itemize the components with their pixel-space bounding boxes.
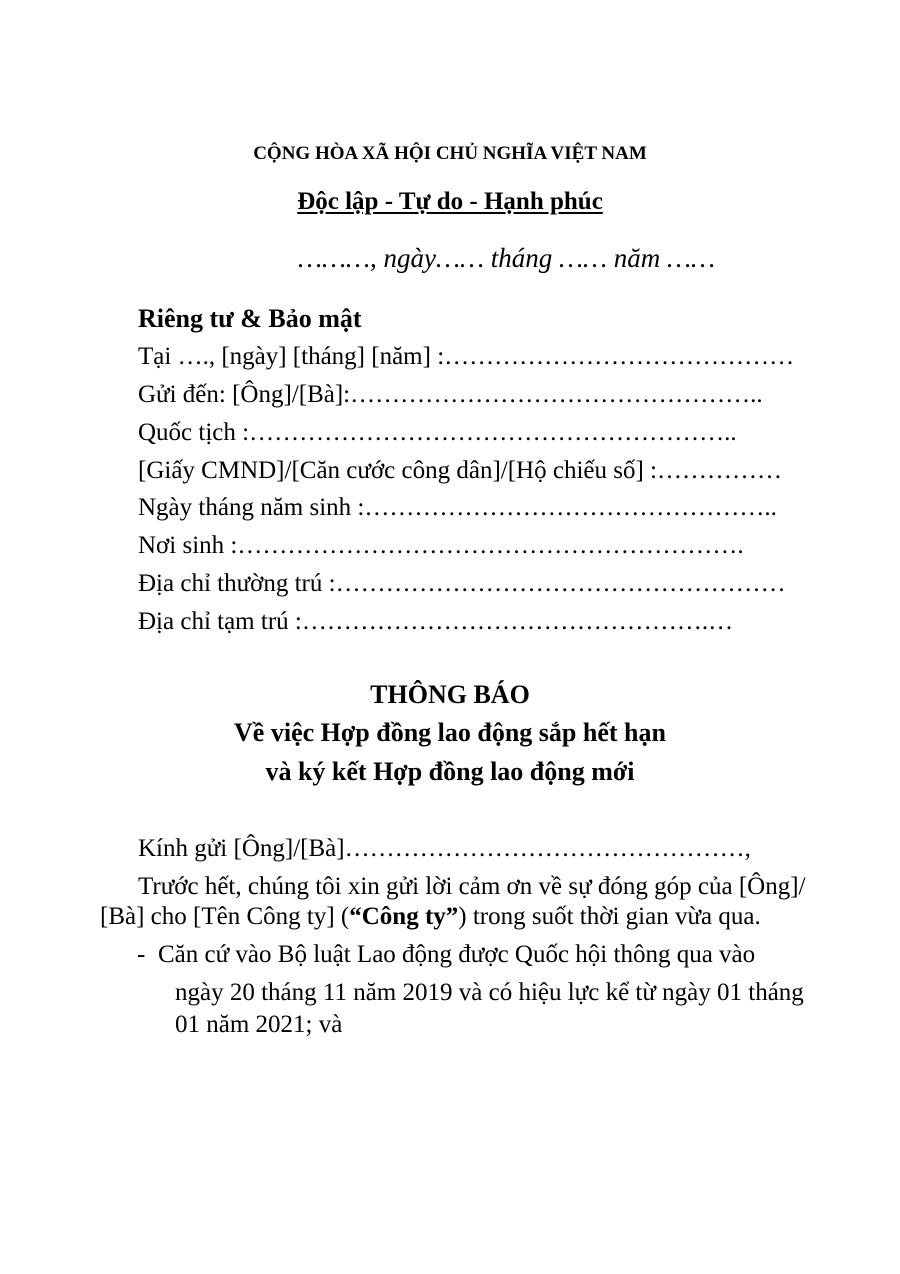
intro-text-before: [Bà] cho [Tên Công ty] ( (100, 903, 350, 930)
bullet1-line3: 01 năm 2021; và (175, 1011, 343, 1038)
field-place-date: Tại …., [ngày] [tháng] [năm] :…………………………………… (138, 343, 795, 370)
field-birth-date: Ngày tháng năm sinh :………………………………………….. (138, 494, 777, 521)
motto-heading (0, 188, 900, 216)
field-permanent-address: Địa chỉ thường trú :……………………………………………… (138, 570, 786, 597)
motto-text: Độc lập - Tự do - Hạnh phúc (297, 188, 603, 215)
bullet1-line2: ngày 20 tháng 11 năm 2019 và có hiệu lực kể từ ngày 01 tháng (175, 979, 804, 1006)
notice-subtitle-line2: và ký kết Hợp đồng lao động mới (265, 757, 635, 786)
company-defined-term: “Công ty” (349, 903, 459, 930)
bullet1-line1: Căn cứ vào Bộ luật Lao động được Quốc hội thông qua vào (158, 941, 756, 968)
field-id-number: [Giấy CMND]/[Căn cước công dân]/[Hộ chiếu số] :…………… (138, 457, 782, 484)
intro-paragraph-line2 (100, 903, 761, 931)
notice-title: THÔNG BÁO (370, 680, 530, 709)
notice-subtitle-line1: Về việc Hợp đồng lao động sắp hết hạn (234, 718, 666, 747)
bullet-marker: - (137, 941, 146, 968)
field-addressee: Gửi đến: [Ông]/[Bà]:………………………………………….. (138, 381, 763, 408)
intro-text-after: ) trong suốt thời gian vừa qua. (458, 903, 761, 930)
nation-heading: CỘNG HÒA XÃ HỘI CHỦ NGHĨA VIỆT NAM (253, 143, 647, 164)
dateline: ………, ngày…… tháng …… năm …… (298, 243, 716, 273)
confidential-title: Riêng tư & Bảo mật (138, 304, 362, 333)
field-temporary-address: Địa chỉ tạm trú :………………………………………….… (138, 608, 734, 635)
field-nationality: Quốc tịch :………………………………………………….. (138, 419, 737, 446)
salutation: Kính gửi [Ông]/[Bà]…………………………………………, (138, 835, 751, 862)
field-birth-place: Nơi sinh :……………………………………………………. (138, 532, 744, 559)
intro-paragraph-line1: Trước hết, chúng tôi xin gửi lời cảm ơn về sự đóng góp của [Ông]/ (138, 873, 806, 900)
